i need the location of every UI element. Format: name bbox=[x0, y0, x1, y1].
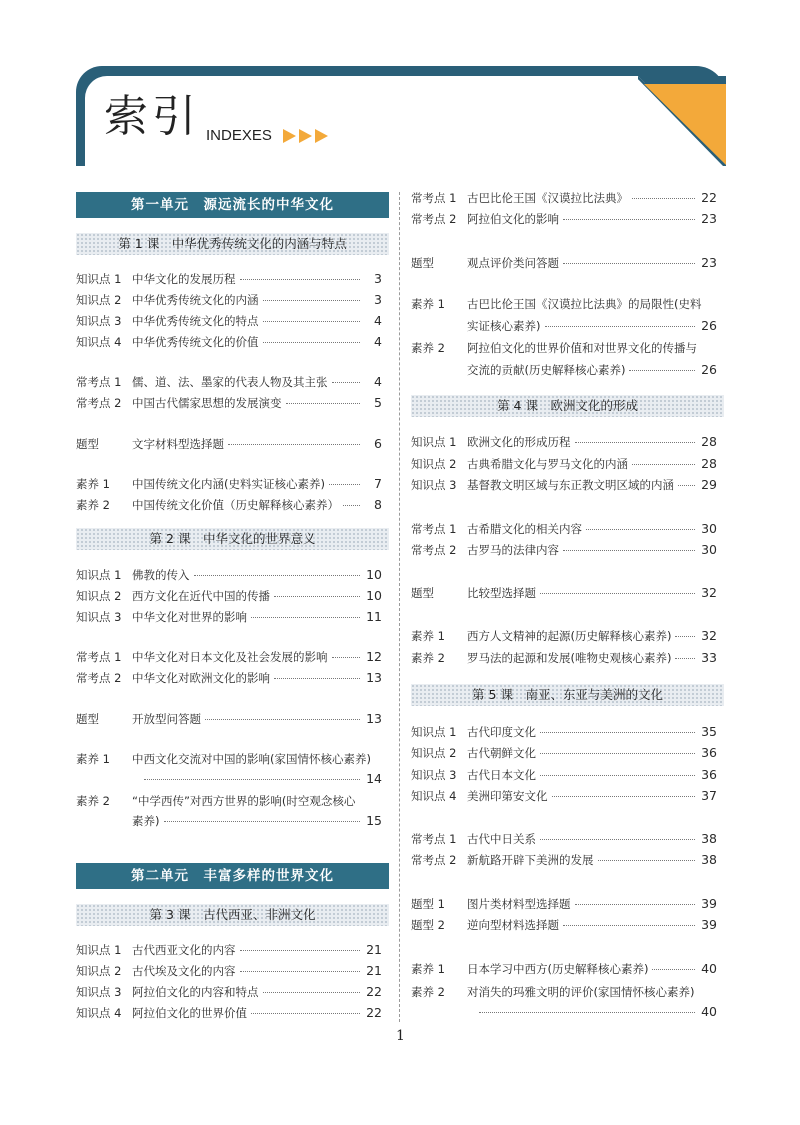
entry-text: 罗马法的起源和发展(唯物史观核心素养) bbox=[467, 651, 672, 665]
lesson-heading-5: 第 5 课 南亚、东亚与美洲的文化 bbox=[411, 684, 724, 706]
leader-dots bbox=[540, 838, 695, 840]
page-subtitle: INDEXES bbox=[206, 127, 272, 144]
leader-dots bbox=[205, 718, 360, 720]
entry-page: 28 bbox=[701, 456, 717, 471]
entry-page: 33 bbox=[701, 650, 717, 665]
entry-label: 常考点 1 bbox=[411, 522, 457, 536]
entry-page: 36 bbox=[701, 767, 717, 782]
entry-page: 38 bbox=[701, 852, 717, 867]
index-entry[interactable] bbox=[76, 608, 382, 626]
entry-label: 题型 bbox=[411, 586, 434, 600]
index-entry[interactable] bbox=[76, 962, 382, 980]
entry-page: 39 bbox=[701, 896, 717, 911]
entry-page: 36 bbox=[701, 745, 717, 760]
leader-dots bbox=[263, 320, 361, 322]
entry-text: 中华优秀传统文化的特点 bbox=[132, 314, 259, 328]
entry-label: 题型 2 bbox=[411, 918, 445, 932]
index-entry[interactable] bbox=[467, 361, 717, 379]
entry-text: 阿拉伯文化的世界价值和对世界文化的传播与 bbox=[467, 341, 697, 355]
entry-text: 基督教文明区域与东正教文明区域的内涵 bbox=[467, 478, 674, 492]
entry-label: 题型 1 bbox=[411, 897, 445, 911]
entry-page: 13 bbox=[366, 670, 382, 685]
entry-page: 12 bbox=[366, 649, 382, 664]
entry-page: 39 bbox=[701, 917, 717, 932]
leader-dots bbox=[240, 278, 361, 280]
leader-dots bbox=[563, 218, 695, 220]
entry-page: 15 bbox=[366, 813, 382, 828]
index-entry[interactable] bbox=[411, 455, 717, 473]
entry-text: 中华文化对日本文化及社会发展的影响 bbox=[132, 650, 328, 664]
index-entry[interactable] bbox=[76, 496, 382, 514]
index-entry[interactable] bbox=[411, 254, 717, 272]
index-entry[interactable] bbox=[411, 787, 717, 805]
entry-text: 新航路开辟下美洲的发展 bbox=[467, 853, 594, 867]
lesson-heading-1: 第 1 课 中华优秀传统文化的内涵与特点 bbox=[76, 233, 389, 255]
entry-label: 常考点 2 bbox=[76, 671, 122, 685]
index-entry[interactable] bbox=[76, 312, 382, 330]
leader-dots bbox=[678, 484, 695, 486]
leader-dots bbox=[274, 677, 360, 679]
index-entry[interactable] bbox=[411, 520, 717, 538]
leader-dots bbox=[251, 1012, 360, 1014]
index-entry[interactable] bbox=[411, 960, 717, 978]
index-entry[interactable] bbox=[76, 587, 382, 605]
leader-dots bbox=[598, 859, 696, 861]
entry-page: 38 bbox=[701, 831, 717, 846]
entry-label: 素养 2 bbox=[411, 985, 445, 999]
index-entry[interactable] bbox=[411, 584, 717, 602]
entry-page: 8 bbox=[374, 497, 382, 512]
lesson-heading-2: 第 2 课 中华文化的世界意义 bbox=[76, 528, 389, 550]
entry-text: 素养) bbox=[132, 814, 160, 828]
entry-label: 素养 1 bbox=[411, 962, 445, 976]
entry-page: 11 bbox=[366, 609, 382, 624]
leader-dots bbox=[479, 1011, 695, 1013]
leader-dots bbox=[274, 595, 360, 597]
leader-dots bbox=[675, 657, 695, 659]
entry-text: 逆向型材料选择题 bbox=[467, 918, 559, 932]
index-entry[interactable] bbox=[76, 669, 382, 687]
entry-label: 知识点 3 bbox=[76, 610, 122, 624]
unit-heading-1: 第一单元 源远流长的中华文化 bbox=[76, 192, 389, 218]
leader-dots bbox=[575, 903, 696, 905]
entry-page: 35 bbox=[701, 724, 717, 739]
entry-text: 古代朝鲜文化 bbox=[467, 746, 536, 760]
index-entry[interactable] bbox=[76, 394, 382, 412]
leader-dots bbox=[164, 820, 361, 822]
leader-dots bbox=[329, 483, 360, 485]
entry-page: 3 bbox=[374, 292, 382, 307]
entry-page: 6 bbox=[374, 436, 382, 451]
entry-page: 3 bbox=[374, 271, 382, 286]
entry-text: 开放型问答题 bbox=[132, 712, 201, 726]
entry-label: 素养 1 bbox=[411, 629, 445, 643]
entry-label: 知识点 4 bbox=[76, 1006, 122, 1020]
index-entry[interactable] bbox=[76, 710, 382, 728]
entry-label: 题型 bbox=[411, 256, 434, 270]
leader-dots bbox=[675, 635, 695, 637]
entry-page: 29 bbox=[701, 477, 717, 492]
entry-label: 知识点 3 bbox=[411, 478, 457, 492]
entry-text: 比较型选择题 bbox=[467, 586, 536, 600]
index-entry[interactable] bbox=[76, 983, 382, 1001]
leader-dots bbox=[632, 463, 695, 465]
entry-page: 7 bbox=[374, 476, 382, 491]
index-entry[interactable] bbox=[411, 627, 717, 645]
entry-label: 常考点 2 bbox=[411, 212, 457, 226]
entry-page: 26 bbox=[701, 318, 717, 333]
entry-text: 美洲印第安文化 bbox=[467, 789, 548, 803]
entry-text: 古罗马的法律内容 bbox=[467, 543, 559, 557]
header-corner-decoration bbox=[638, 76, 726, 166]
entry-text: 中华优秀传统文化的价值 bbox=[132, 335, 259, 349]
entry-page: 4 bbox=[374, 334, 382, 349]
entry-text: 西方人文精神的起源(历史解释核心素养) bbox=[467, 629, 672, 643]
leader-dots bbox=[332, 381, 361, 383]
entry-label: 知识点 4 bbox=[411, 789, 457, 803]
entry-text: 实证核心素养) bbox=[467, 319, 541, 333]
entry-text: 古代印度文化 bbox=[467, 725, 536, 739]
entry-label: 知识点 2 bbox=[76, 293, 122, 307]
index-entry[interactable] bbox=[411, 476, 717, 494]
entry-text: 观点评价类问答题 bbox=[467, 256, 559, 270]
entry-page: 40 bbox=[701, 1004, 717, 1019]
entry-text: 儒、道、法、墨家的代表人物及其主张 bbox=[132, 375, 328, 389]
entry-text: 阿拉伯文化的世界价值 bbox=[132, 1006, 247, 1020]
index-entry[interactable] bbox=[411, 541, 717, 559]
entry-text: 佛教的传入 bbox=[132, 568, 190, 582]
entry-text: 西方文化在近代中国的传播 bbox=[132, 589, 270, 603]
leader-dots bbox=[240, 970, 361, 972]
page-number: 1 bbox=[396, 1028, 405, 1044]
leader-dots bbox=[545, 325, 696, 327]
leader-dots bbox=[632, 197, 695, 199]
entry-text: 中华文化对欧洲文化的影响 bbox=[132, 671, 270, 685]
index-entry[interactable] bbox=[76, 270, 382, 288]
index-entry[interactable] bbox=[411, 210, 717, 228]
entry-label: 题型 bbox=[76, 712, 99, 726]
entry-text: 对消失的玛雅文明的评价(家国情怀核心素养) bbox=[467, 985, 695, 999]
entry-label: 常考点 1 bbox=[76, 375, 122, 389]
entry-text: 交流的贡献(历史解释核心素养) bbox=[467, 363, 626, 377]
entry-page: 21 bbox=[366, 942, 382, 957]
entry-page: 10 bbox=[366, 588, 382, 603]
entry-label: 知识点 1 bbox=[411, 435, 457, 449]
entry-label: 素养 2 bbox=[76, 498, 110, 512]
entry-label: 知识点 1 bbox=[411, 725, 457, 739]
unit-heading-2: 第二单元 丰富多样的世界文化 bbox=[76, 863, 389, 889]
entry-page: 10 bbox=[366, 567, 382, 582]
triple-arrow-icon bbox=[283, 128, 333, 144]
leader-dots bbox=[540, 731, 695, 733]
leader-dots bbox=[563, 924, 695, 926]
entry-page: 28 bbox=[701, 434, 717, 449]
leader-dots bbox=[540, 774, 695, 776]
entry-page: 22 bbox=[701, 190, 717, 205]
entry-text: 阿拉伯文化的影响 bbox=[467, 212, 559, 226]
entry-label: 素养 1 bbox=[411, 297, 445, 311]
entry-page: 23 bbox=[701, 255, 717, 270]
entry-text: 中华文化对世界的影响 bbox=[132, 610, 247, 624]
index-entry[interactable] bbox=[76, 373, 382, 391]
leader-dots bbox=[263, 299, 361, 301]
entry-page: 4 bbox=[374, 313, 382, 328]
entry-text: 古代日本文化 bbox=[467, 768, 536, 782]
entry-label: 常考点 1 bbox=[76, 650, 122, 664]
entry-label: 知识点 3 bbox=[76, 314, 122, 328]
index-entry[interactable] bbox=[411, 649, 717, 667]
entry-text: 中国传统文化价值（历史解释核心素养） bbox=[132, 498, 339, 512]
entry-text: 中国传统文化内涵(史料实证核心素养) bbox=[132, 477, 325, 491]
index-entry[interactable] bbox=[411, 189, 717, 207]
index-entry[interactable] bbox=[76, 566, 382, 584]
entry-page: 23 bbox=[701, 211, 717, 226]
entry-text: 古巴比伦王国《汉谟拉比法典》 bbox=[467, 191, 628, 205]
entry-text: 古代西亚文化的内容 bbox=[132, 943, 236, 957]
entry-label: 常考点 2 bbox=[411, 853, 457, 867]
entry-page: 30 bbox=[701, 521, 717, 536]
entry-label: 素养 1 bbox=[76, 752, 110, 766]
entry-page: 22 bbox=[366, 984, 382, 999]
index-entry[interactable] bbox=[76, 648, 382, 666]
entry-text: 阿拉伯文化的内容和特点 bbox=[132, 985, 259, 999]
leader-dots bbox=[343, 504, 360, 506]
entry-page: 13 bbox=[366, 711, 382, 726]
entry-page: 14 bbox=[366, 771, 382, 786]
entry-label: 素养 2 bbox=[76, 794, 110, 808]
index-entry[interactable] bbox=[132, 812, 382, 830]
leader-dots bbox=[552, 795, 696, 797]
entry-text: 文字材料型选择题 bbox=[132, 437, 224, 451]
index-entry[interactable] bbox=[467, 1003, 717, 1021]
leader-dots bbox=[263, 991, 361, 993]
entry-page: 21 bbox=[366, 963, 382, 978]
entry-page: 32 bbox=[701, 585, 717, 600]
leader-dots bbox=[652, 968, 695, 970]
leader-dots bbox=[286, 402, 361, 404]
entry-text: 中西文化交流对中国的影响(家国情怀核心素养) bbox=[132, 752, 371, 766]
leader-dots bbox=[194, 574, 361, 576]
entry-text: 日本学习中西方(历史解释核心素养) bbox=[467, 962, 649, 976]
leader-dots bbox=[575, 441, 696, 443]
entry-label: 常考点 1 bbox=[411, 191, 457, 205]
index-entry[interactable] bbox=[411, 744, 717, 762]
lesson-heading-4: 第 4 课 欧洲文化的形成 bbox=[411, 395, 724, 417]
index-entry[interactable] bbox=[411, 766, 717, 784]
entry-label: 知识点 1 bbox=[76, 272, 122, 286]
entry-page: 26 bbox=[701, 362, 717, 377]
entry-page: 22 bbox=[366, 1005, 382, 1020]
page-title: 索引 bbox=[104, 91, 200, 142]
entry-label: 知识点 2 bbox=[411, 746, 457, 760]
index-entry[interactable] bbox=[411, 851, 717, 869]
entry-text: 中国古代儒家思想的发展演变 bbox=[132, 396, 282, 410]
entry-text: “中学西传”对西方世界的影响(时空观念核心 bbox=[132, 794, 356, 808]
entry-text: 图片类材料型选择题 bbox=[467, 897, 571, 911]
lesson-heading-3: 第 3 课 古代西亚、非洲文化 bbox=[76, 904, 389, 926]
entry-text: 古希腊文化的相关内容 bbox=[467, 522, 582, 536]
entry-text: 古典希腊文化与罗马文化的内涵 bbox=[467, 457, 628, 471]
leader-dots bbox=[540, 752, 695, 754]
entry-page: 32 bbox=[701, 628, 717, 643]
entry-text: 欧洲文化的形成历程 bbox=[467, 435, 571, 449]
index-entry[interactable] bbox=[411, 916, 717, 934]
leader-dots bbox=[629, 369, 695, 371]
leader-dots bbox=[586, 528, 695, 530]
index-entry[interactable] bbox=[411, 723, 717, 741]
entry-page: 37 bbox=[701, 788, 717, 803]
leader-dots bbox=[228, 443, 360, 445]
entry-page: 5 bbox=[374, 395, 382, 410]
index-entry[interactable] bbox=[76, 941, 382, 959]
index-entry[interactable] bbox=[132, 770, 382, 788]
entry-label: 素养 1 bbox=[76, 477, 110, 491]
entry-label: 素养 2 bbox=[411, 651, 445, 665]
entry-label: 知识点 2 bbox=[411, 457, 457, 471]
entry-text: 古代中日关系 bbox=[467, 832, 536, 846]
entry-page: 40 bbox=[701, 961, 717, 976]
entry-label: 常考点 2 bbox=[76, 396, 122, 410]
entry-text: 中华优秀传统文化的内涵 bbox=[132, 293, 259, 307]
entry-label: 知识点 2 bbox=[76, 964, 122, 978]
entry-label: 常考点 1 bbox=[411, 832, 457, 846]
leader-dots bbox=[540, 592, 695, 594]
leader-dots bbox=[144, 778, 360, 780]
index-entry[interactable] bbox=[76, 475, 382, 493]
leader-dots bbox=[563, 549, 695, 551]
index-entry[interactable] bbox=[411, 830, 717, 848]
entry-label: 知识点 1 bbox=[76, 568, 122, 582]
column-divider bbox=[399, 192, 400, 1022]
entry-label: 知识点 3 bbox=[411, 768, 457, 782]
entry-label: 知识点 1 bbox=[76, 943, 122, 957]
entry-label: 素养 2 bbox=[411, 341, 445, 355]
index-entry[interactable] bbox=[467, 317, 717, 335]
entry-text: 中华文化的发展历程 bbox=[132, 272, 236, 286]
index-entry[interactable] bbox=[411, 895, 717, 913]
entry-label: 知识点 2 bbox=[76, 589, 122, 603]
leader-dots bbox=[240, 949, 361, 951]
leader-dots bbox=[263, 341, 361, 343]
entry-label: 题型 bbox=[76, 437, 99, 451]
index-entry[interactable] bbox=[76, 435, 382, 453]
entry-label: 知识点 4 bbox=[76, 335, 122, 349]
entry-label: 知识点 3 bbox=[76, 985, 122, 999]
index-entry[interactable] bbox=[76, 291, 382, 309]
entry-label: 常考点 2 bbox=[411, 543, 457, 557]
index-entry[interactable] bbox=[76, 1004, 382, 1022]
leader-dots bbox=[332, 656, 361, 658]
index-entry[interactable] bbox=[76, 333, 382, 351]
entry-page: 30 bbox=[701, 542, 717, 557]
leader-dots bbox=[251, 616, 360, 618]
entry-page: 4 bbox=[374, 374, 382, 389]
leader-dots bbox=[563, 262, 695, 264]
index-entry[interactable] bbox=[411, 433, 717, 451]
entry-text: 古代埃及文化的内容 bbox=[132, 964, 236, 978]
entry-text: 古巴比伦王国《汉谟拉比法典》的局限性(史料 bbox=[467, 297, 702, 311]
